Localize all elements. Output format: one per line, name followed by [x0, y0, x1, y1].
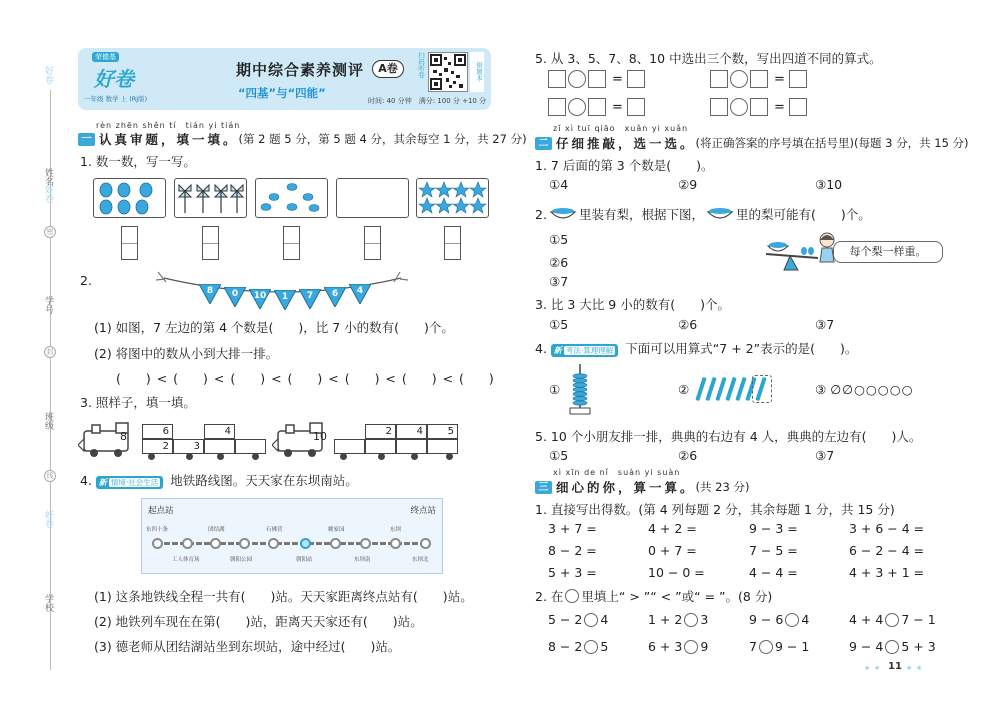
s1-question-2-2: (2) 将图中的数从小到大排一排。 — [94, 346, 279, 361]
flag-number: 10 — [253, 291, 267, 301]
pear-basket-icon — [549, 206, 577, 222]
compare-blank[interactable] — [684, 640, 698, 654]
compare-item[interactable] — [849, 639, 936, 654]
s1-question-2-label: 2. — [80, 273, 92, 288]
compare-left: 6 + 3 — [648, 639, 683, 654]
s1-question-4 — [80, 471, 358, 489]
section3-note: (共 23 分) — [695, 480, 750, 494]
section2-heading — [535, 134, 969, 152]
calc-item[interactable]: 3 + 7 = — [548, 521, 597, 536]
train-car-upper: 4 — [396, 424, 427, 439]
new-tag-label: 新 — [98, 478, 107, 487]
count-box-stars — [416, 178, 489, 218]
seal-mark: 封 — [44, 346, 56, 358]
pear-basket-icon — [706, 206, 734, 222]
calc-item[interactable]: 6 − 2 − 4 = — [849, 543, 925, 558]
station-marker — [152, 538, 163, 549]
option[interactable]: ③10 — [815, 177, 843, 192]
equation-row[interactable] — [548, 70, 647, 88]
station-marker — [239, 538, 250, 549]
train-car[interactable] — [396, 439, 427, 454]
option[interactable]: ③7 — [815, 448, 835, 463]
train-car-upper: 2 — [365, 424, 396, 439]
ordering-blanks[interactable]: ( ) < ( ) < ( ) < ( ) < ( ) < ( ) < ( ) — [116, 371, 494, 386]
compare-item[interactable] — [648, 639, 708, 654]
wheel — [217, 453, 224, 460]
train-car-upper: 4 — [204, 424, 235, 439]
flag-number: 6 — [331, 289, 339, 299]
logo-grade: 一年级 数学 上 (RJ版) — [84, 95, 148, 103]
metro-end-label: 终点站 — [410, 506, 436, 516]
train2-engine-number: 10 — [313, 430, 327, 443]
station-label: 朝阳公园 — [230, 557, 253, 563]
s1-question-4-2: (2) 地铁列车现在在第( )站，距离天天家还有( )站。 — [94, 614, 423, 629]
s2-question-1: 1. 7 后面的第 3 个数是( )。 — [535, 158, 714, 173]
page-title: 期中综合素养测评 — [236, 61, 365, 79]
bunting-flag — [299, 289, 321, 309]
flag-number: 0 — [231, 289, 239, 299]
school-label: 学校 — [43, 594, 53, 612]
option-symbols: ∅∅○○○○○ — [830, 382, 914, 397]
s3-question-2 — [535, 587, 772, 605]
section1-number-icon: 一 — [78, 133, 95, 146]
section1-title: 认真审题，填一填。 — [99, 132, 239, 147]
compare-item[interactable] — [648, 612, 708, 627]
star-icon — [417, 179, 487, 216]
answer-box[interactable] — [202, 226, 219, 260]
bird-icon — [256, 179, 326, 216]
station-marker — [390, 538, 401, 549]
train-engine-icon — [78, 421, 138, 459]
calc-item[interactable]: 3 + 6 − 4 = — [849, 521, 925, 536]
compare-blank[interactable] — [584, 640, 598, 654]
flag-number: 4 — [356, 286, 364, 296]
balance-scale-icon — [762, 234, 822, 274]
compare-blank[interactable] — [684, 613, 698, 627]
option[interactable]: ②6 — [678, 317, 698, 332]
logo-main: 好卷 — [94, 67, 134, 91]
s1-question-5: 5. 从 3、5、7、8、10 中选出三个数，写出四道不同的算式。 — [535, 51, 882, 66]
station-label: 东坝南 — [354, 557, 371, 563]
station-label: 东四十条 — [146, 527, 169, 533]
compare-blank[interactable] — [885, 613, 899, 627]
question-number: 4. — [535, 341, 547, 356]
compare-right: 4 — [801, 612, 810, 627]
abacus-icon — [568, 362, 592, 416]
question-text: 里填上“ > ”“ < ”或“ = ”。(8 分) — [581, 589, 773, 604]
bunting-flag — [324, 287, 346, 307]
compare-blank[interactable] — [759, 640, 773, 654]
equation-row[interactable] — [548, 98, 647, 116]
option[interactable]: ① — [549, 382, 561, 397]
train-car[interactable]: 3 — [173, 439, 204, 454]
s1-question-2-1: (1) 如图，7 左边的第 4 个数是( )，比 7 小的数有( )个。 — [94, 320, 454, 335]
calc-item[interactable]: 9 − 3 = — [749, 521, 798, 536]
decor-star-icon: ★ — [906, 664, 913, 672]
speech-bubble: 每个梨一样重。 — [833, 241, 943, 263]
section3-heading — [535, 478, 749, 496]
s2-question-5: 5. 10 个小朋友排一排，典典的右边有 4 人，典典的左边有( )人。 — [535, 429, 922, 444]
compare-right: 7 − 1 — [901, 612, 936, 627]
section2-pinyin: zǐ xì tuī qiāo xuǎn yi xuǎn — [553, 124, 689, 133]
compare-right: 9 — [700, 639, 709, 654]
compare-right: 5 + 3 — [901, 639, 936, 654]
train1-engine-number: 8 — [120, 430, 127, 443]
compare-right: 3 — [700, 612, 709, 627]
pears-icon — [94, 179, 164, 216]
decor-star-icon: ★ — [916, 664, 923, 672]
time-score-note: 时间: 40 分钟 满分: 100 分 +10 分 — [368, 97, 487, 105]
new-question-tag — [551, 344, 618, 357]
section3-pinyin: xì xīn de nǐ suàn yi suàn — [553, 468, 681, 477]
compare-left: 7 — [749, 639, 757, 654]
count-box-pears — [93, 178, 166, 218]
logo-publisher: 荣德基 — [92, 52, 119, 62]
bunting-flag — [249, 289, 271, 309]
wheel — [446, 453, 453, 460]
wheel — [186, 453, 193, 460]
decor-star-icon: ★ — [874, 664, 881, 672]
bunting-flag — [349, 284, 371, 304]
compare-item[interactable] — [849, 612, 936, 627]
station-marker-current — [300, 538, 311, 549]
section1-pinyin: rèn zhēn shěn tí tián yi tián — [96, 121, 241, 130]
fold-mark: 好卷 — [43, 185, 53, 203]
metro-start-label: 起点站 — [148, 506, 174, 516]
equals-sign: = — [612, 71, 623, 87]
question-number: 4. — [80, 473, 92, 488]
station-marker — [268, 538, 279, 549]
compare-left: 5 − 2 — [548, 612, 583, 627]
station-marker — [360, 538, 371, 549]
question-text: 地铁路线图。天天家在东坝南站。 — [170, 473, 358, 488]
count-box-pinwheels — [174, 178, 247, 218]
metro-line — [156, 542, 428, 545]
compare-left: 4 + 4 — [849, 612, 884, 627]
equation-row[interactable] — [710, 70, 809, 88]
train-car[interactable] — [334, 439, 365, 454]
bunting-flag — [274, 290, 296, 310]
calc-item[interactable]: 10 − 0 = — [648, 565, 705, 580]
qr-right-label: 错题本 — [470, 52, 484, 92]
compare-left: 8 − 2 — [548, 639, 583, 654]
compare-blank[interactable] — [885, 640, 899, 654]
station-label: 朝阳站 — [296, 557, 313, 563]
station-label: 东坝北 — [412, 557, 429, 563]
calc-item[interactable]: 4 + 2 = — [648, 521, 697, 536]
new-tag-sub: 情境·社会生活 — [110, 478, 159, 487]
calc-item[interactable]: 5 + 3 = — [548, 565, 597, 580]
section2-note: (将正确答案的序号填在括号里)(每题 3 分，共 15 分) — [695, 136, 969, 150]
wheel — [378, 453, 385, 460]
count-box-birds — [255, 178, 328, 218]
s3-question-1: 1. 直接写出得数。(第 4 列每题 2 分，其余每题 1 分，共 15 分) — [535, 502, 895, 517]
station-marker — [182, 538, 193, 549]
compare-item[interactable] — [548, 639, 608, 654]
option[interactable]: ②6 — [549, 255, 569, 270]
page-number: 11 — [888, 661, 902, 672]
station-label: 工人体育场 — [172, 557, 200, 563]
s1-question-4-3: (3) 德老师从团结湖站坐到东坝站，途中经过( )站。 — [94, 639, 401, 654]
question-text: 2. 在 — [535, 589, 564, 604]
train-car-upper: 6 — [142, 424, 173, 439]
qr-left-label: 扫码听卷 — [417, 52, 425, 78]
option[interactable]: ② — [678, 382, 690, 397]
compare-blank[interactable] — [785, 613, 799, 627]
bunting-flag — [224, 287, 246, 307]
station-marker — [330, 538, 341, 549]
metro-map — [141, 498, 443, 574]
option[interactable]: ②9 — [678, 177, 698, 192]
option[interactable]: ①5 — [549, 317, 569, 332]
station-label: 团结湖 — [208, 527, 225, 533]
page-subtitle: “四基”与“四能” — [238, 86, 326, 100]
question-text: 里的梨可能有( )个。 — [735, 207, 871, 222]
calc-item[interactable]: 4 + 3 + 1 = — [849, 565, 925, 580]
s1-question-1: 1. 数一数，写一写。 — [80, 154, 196, 169]
compare-right: 9 − 1 — [774, 639, 810, 654]
calc-item[interactable]: 0 + 7 = — [648, 543, 697, 558]
s1-question-3: 3. 照样子，填一填。 — [80, 395, 196, 410]
wheel — [252, 453, 259, 460]
count-box-empty — [336, 178, 409, 218]
name-label: 姓名 — [43, 168, 53, 186]
answer-box[interactable] — [283, 226, 300, 260]
option[interactable]: ①5 — [549, 448, 569, 463]
compare-blank[interactable] — [584, 613, 598, 627]
train-car[interactable]: 2 — [142, 439, 173, 454]
option[interactable]: ③7 — [815, 317, 835, 332]
equation-row[interactable] — [710, 98, 809, 116]
train-car[interactable] — [235, 439, 266, 454]
question-text: 下面可以用算式“7 + 2”表示的是( )。 — [625, 341, 858, 356]
s2-question-3: 3. 比 3 大比 9 小的数有( )个。 — [535, 297, 730, 312]
wheel — [340, 453, 347, 460]
compare-item[interactable] — [749, 612, 809, 627]
qr-code[interactable] — [428, 52, 468, 92]
s1-question-4-1: (1) 这条地铁线全程一共有( )站。天天家距离终点站有( )站。 — [94, 589, 473, 604]
compare-left: 9 − 6 — [749, 612, 784, 627]
section1-heading — [78, 130, 527, 148]
section3-title: 细心的你，算一算。 — [556, 480, 696, 495]
section3-number-icon: 三 — [535, 481, 552, 494]
class-label: 班级 — [43, 412, 53, 430]
fold-mark: 好卷 — [43, 66, 53, 84]
option[interactable]: ①4 — [549, 177, 569, 192]
section2-number-icon: 二 — [535, 137, 552, 150]
flag-number: 8 — [206, 286, 214, 296]
station-label: 东坝 — [390, 527, 402, 533]
answer-box[interactable] — [121, 226, 138, 260]
new-question-tag — [96, 476, 163, 489]
option-label: ③ — [815, 382, 827, 397]
compare-left: 9 − 4 — [849, 639, 884, 654]
flag-number: 1 — [281, 292, 289, 302]
train-car-upper: 5 — [427, 424, 458, 439]
answer-box[interactable] — [364, 226, 381, 260]
option[interactable] — [815, 382, 914, 397]
seal-mark: 线 — [44, 470, 56, 482]
brand-logo — [84, 52, 162, 106]
train-car[interactable] — [427, 439, 458, 454]
station-marker — [210, 538, 221, 549]
compare-item[interactable] — [548, 612, 608, 627]
seal-mark: 密 — [44, 226, 56, 238]
compare-right: 5 — [600, 639, 609, 654]
s2-question-4 — [535, 339, 857, 357]
wheel — [411, 453, 418, 460]
compare-right: 4 — [600, 612, 609, 627]
bunting-flag — [199, 284, 221, 304]
decor-star-icon: ★ — [864, 664, 871, 672]
equals-sign: = — [774, 71, 785, 87]
option[interactable]: ③7 — [549, 274, 569, 289]
train-car[interactable] — [204, 439, 235, 454]
pinwheel-icon — [175, 179, 245, 216]
equals-sign: = — [612, 99, 623, 115]
calc-item[interactable]: 4 − 4 = — [749, 565, 798, 580]
grouping-dashed-box — [752, 375, 772, 403]
compare-item[interactable] — [749, 639, 809, 654]
wheel — [148, 453, 155, 460]
compare-left: 1 + 2 — [648, 612, 683, 627]
s2-question-2 — [535, 205, 871, 223]
station-label: 姚家园 — [328, 527, 345, 533]
calc-item[interactable]: 7 − 5 = — [749, 543, 798, 558]
student-id-label: 学号 — [43, 296, 53, 314]
compare-circle-icon — [565, 589, 579, 603]
section2-title: 仔细推敲，选一选。 — [556, 136, 696, 151]
equals-sign: = — [774, 99, 785, 115]
option[interactable]: ②6 — [678, 448, 698, 463]
new-tag-label: 新 — [553, 346, 562, 355]
question-text: 里装有梨，根据下图， — [578, 207, 704, 222]
station-label: 石佛营 — [266, 527, 283, 533]
calc-item[interactable]: 8 − 2 = — [548, 543, 597, 558]
train-car[interactable] — [365, 439, 396, 454]
station-marker — [420, 538, 431, 549]
flag-number: 7 — [306, 291, 314, 301]
fold-mark: 好卷 — [43, 510, 53, 528]
new-tag-sub: 考法·算理理解 — [565, 346, 614, 355]
section1-note: (第 2 题 5 分，第 5 题 4 分，其余每空 1 分，共 27 分) — [238, 132, 527, 146]
paper-version-badge: A卷 — [372, 60, 404, 78]
answer-box[interactable] — [444, 226, 461, 260]
option[interactable]: ①5 — [549, 232, 569, 247]
question-number: 2. — [535, 206, 547, 222]
